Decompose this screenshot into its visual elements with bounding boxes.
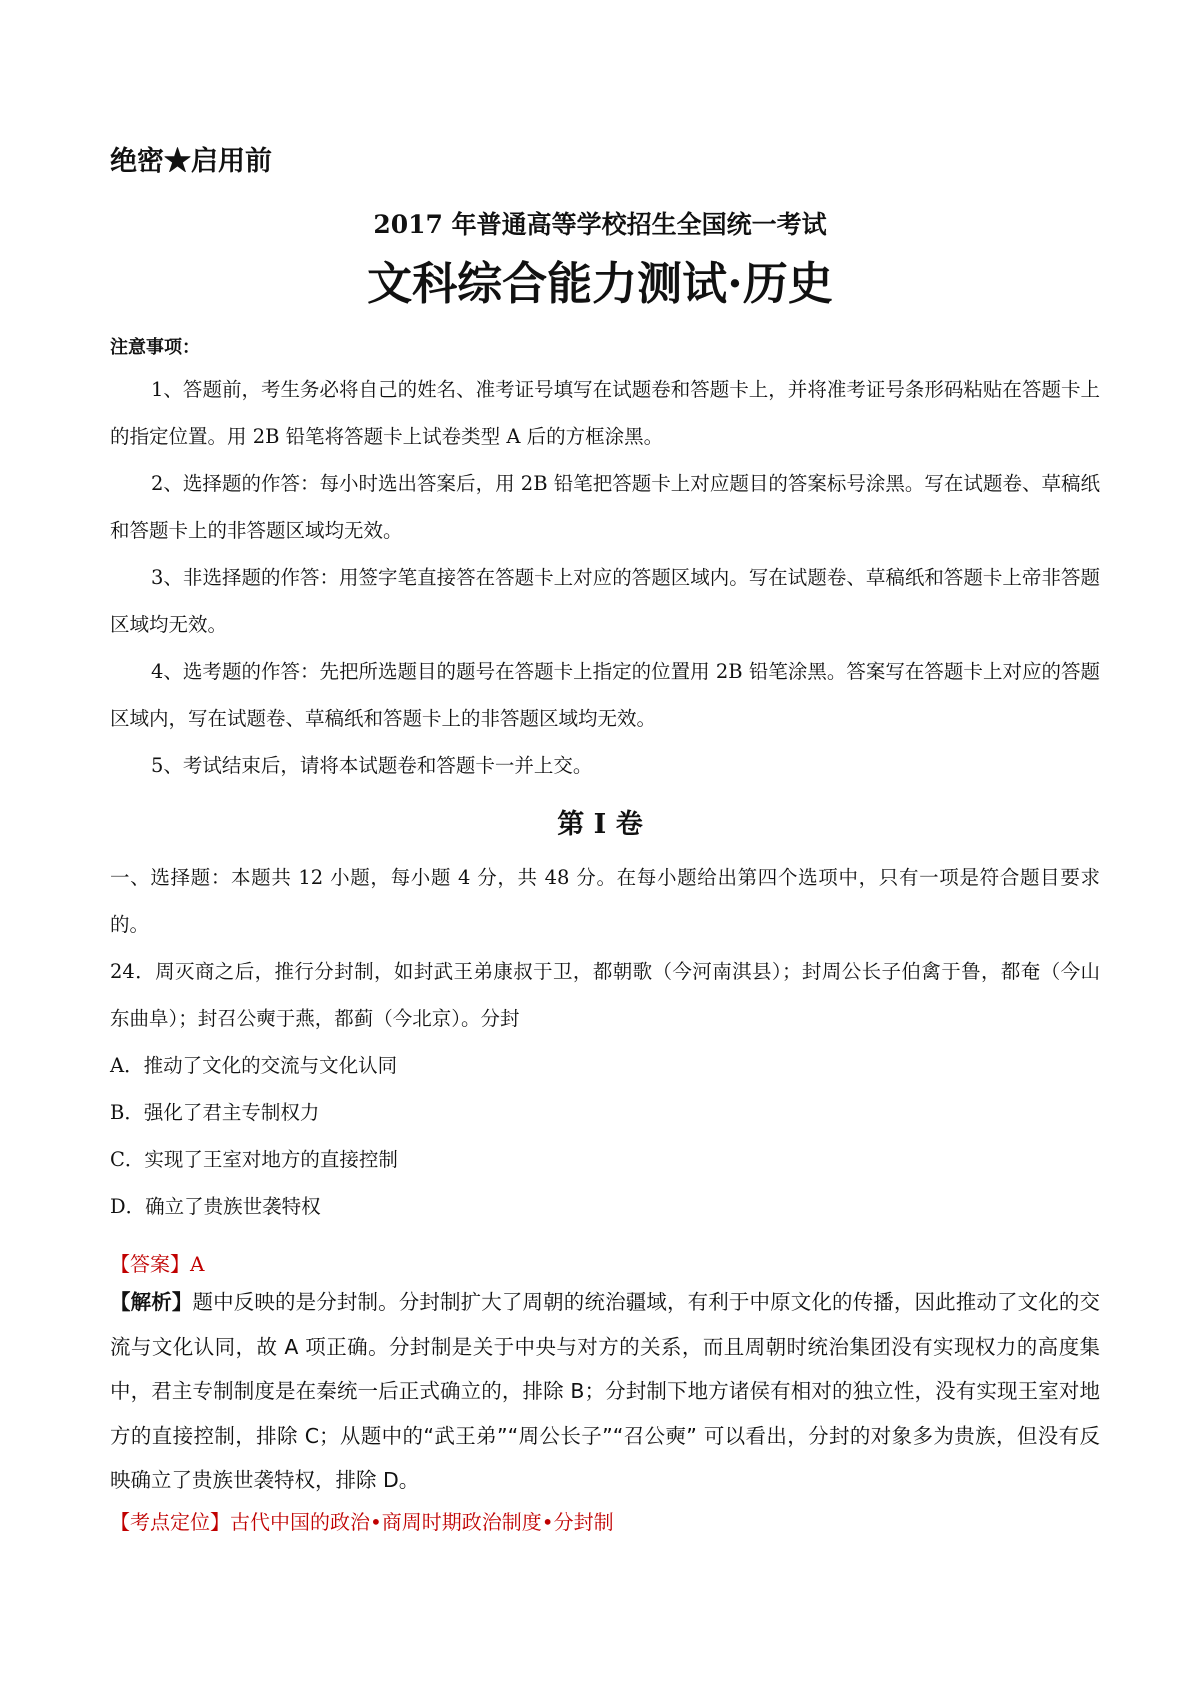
answer-value: A — [190, 1252, 205, 1276]
exam-title: 2017 年普通高等学校招生全国统一考试 — [373, 210, 827, 239]
notice-item: 2、选择题的作答：每小时选出答案后，用 2B 铅笔把答题卡上对应题目的答案标号涂黑。写在试题卷、草稿纸和答题卡上的非答题区域均无效。 — [110, 472, 1100, 542]
section-intro — [110, 854, 1100, 948]
notice-list — [110, 366, 1100, 789]
notice-item: 1、答题前，考生务必将自己的姓名、准考证号填写在试题卷和答题卡上，并将准考证号条形码粘贴在答题卡上的指定位置。用 2B 铅笔将答题卡上试卷类型 A 后的方框涂黑。 — [110, 378, 1100, 448]
notice-item: 5、考试结束后，请将本试题卷和答题卡一并上交。 — [151, 754, 593, 777]
option-a: A．推动了文化的交流与文化认同 — [110, 1054, 398, 1077]
notice-item: 4、选考题的作答：先把所选题目的题号在答题卡上指定的位置用 2B 铅笔涂黑。答案写在答题卡上对应的答题区域内，写在试题卷、草稿纸和答题卡上的非答题区域均无效。 — [110, 660, 1100, 730]
option-list — [110, 1042, 1100, 1230]
volume-title: 第 I 卷 — [557, 809, 643, 840]
notice-heading: 注意事项： — [110, 337, 200, 358]
answer-label: 【答案】 — [110, 1252, 190, 1276]
option-d: D．确立了贵族世袭特权 — [110, 1195, 321, 1218]
knowledge-point-label: 【考点定位】 — [110, 1510, 230, 1534]
knowledge-point-text: 古代中国的政治•商周时期政治制度•分封制 — [230, 1510, 614, 1534]
answer — [110, 1248, 204, 1280]
section-intro-text: 一、选择题：本题共 12 小题，每小题 4 分，共 48 分。在每小题给出第四个选项中，只有一项是符合题目要求的。 — [110, 866, 1100, 936]
knowledge-point — [110, 1506, 614, 1538]
analysis — [110, 1280, 1100, 1503]
option-b: B．强化了君主专制权力 — [110, 1101, 320, 1124]
analysis-label: 【解析】 — [110, 1290, 193, 1314]
analysis-text: 题中反映的是分封制。分封制扩大了周朝的统治疆域，有利于中原文化的传播，因此推动了文化的交流与文化认同，故 A 项正确。分封制是关于中央与对方的关系，而且周朝时统治集团没有实现权力的高度集中，君主专制制度是在秦统一后正式确立的，排除 B；分封制下地方诸侯有相对的独立性，没有实现王室对地方的直接控制，排除 C；从题中的“武王弟”“周公长子”“召公奭” 可以看出，分封的对象多为贵族，但没有反映确立了贵族世袭特权，排除 D。 — [110, 1290, 1101, 1492]
question-stem: 24．周灭商之后，推行分封制，如封武王弟康叔于卫，都朝歌（今河南淇县）；封周公长子伯禽于鲁，都奄（今山东曲阜）；封召公奭于燕，都蓟（今北京）。分封 — [110, 960, 1100, 1030]
question-24 — [110, 948, 1100, 1042]
notice-item: 3、非选择题的作答：用签字笔直接答在答题卡上对应的答题区域内。写在试题卷、草稿纸和答题卡上帝非答题区域均无效。 — [110, 566, 1100, 636]
option-c: C．实现了王室对地方的直接控制 — [110, 1148, 398, 1171]
subject-title: 文科综合能力测试·历史 — [367, 257, 833, 310]
confidential-mark: 绝密★启用前 — [110, 146, 272, 177]
